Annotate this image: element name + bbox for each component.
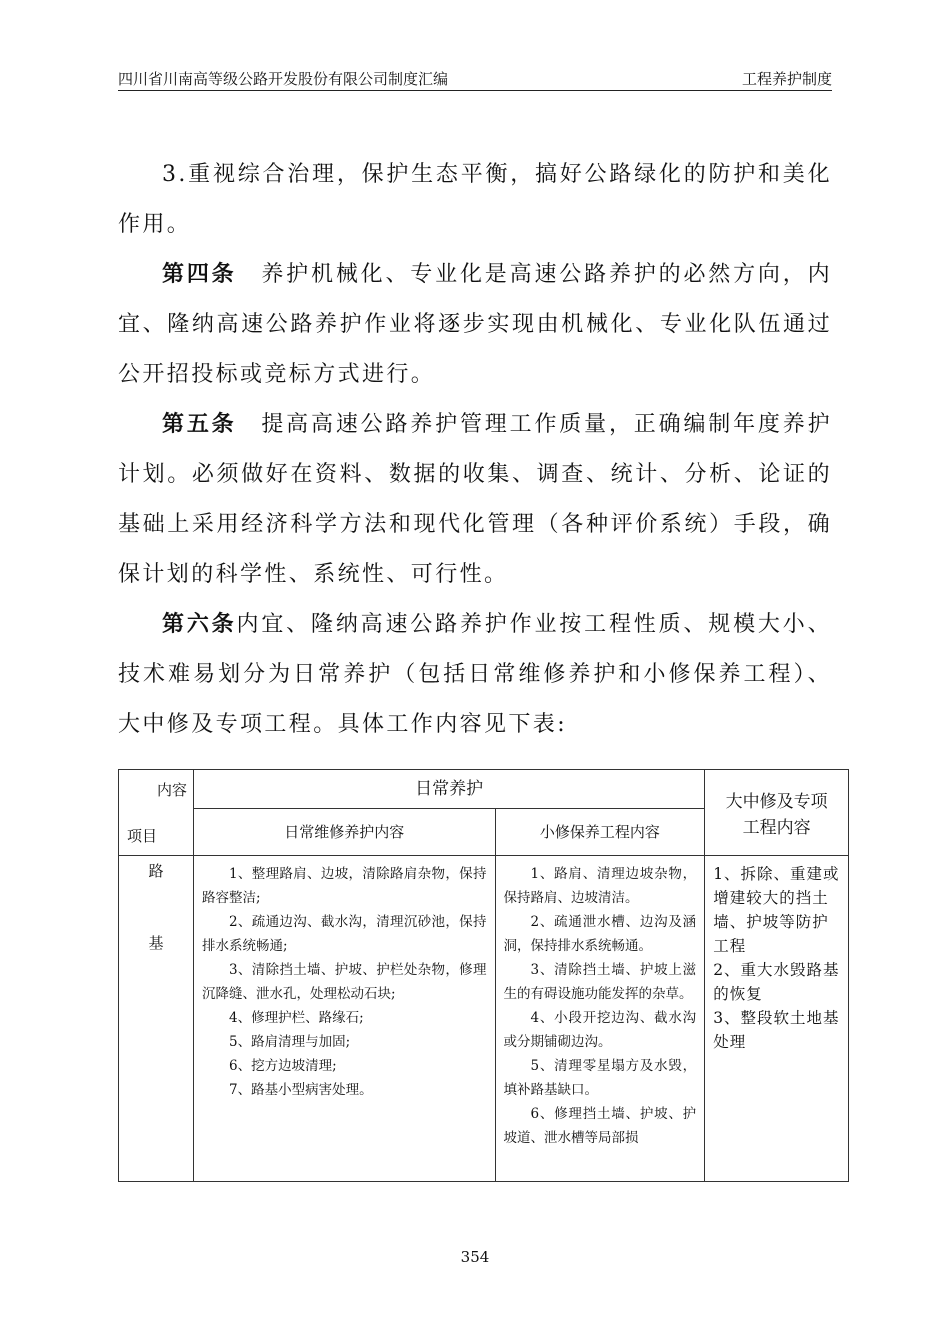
maintenance-work-table xyxy=(118,769,849,1182)
col1-header: 日常维修养护内容 xyxy=(194,809,496,856)
col3-item: 2、重大水毁路基的恢复 xyxy=(713,961,840,1003)
article-6-label: 第六条 xyxy=(162,612,237,637)
col2-item: 6、修理挡土墙、护坡、护坡道、泄水槽等局部损 xyxy=(503,1106,697,1146)
page-header xyxy=(118,68,832,91)
row-label-char-1: 路 xyxy=(148,862,164,880)
col2-item: 1、路肩、清理边坡杂物，保持路肩、边坡清洁。 xyxy=(503,866,697,906)
col2-item: 4、小段开挖边沟、截水沟或分期铺砌边沟。 xyxy=(503,1010,697,1050)
col1-content xyxy=(194,856,496,1182)
col1-item: 1、整理路肩、边坡，清除路肩杂物，保持路容整洁; xyxy=(202,866,487,906)
col3-header-line2: 工程内容 xyxy=(742,817,811,838)
col1-item: 2、疏通边沟、截水沟，清理沉砂池，保持排水系统畅通; xyxy=(202,914,487,954)
header-company-title: 四川省川南高等级公路开发股份有限公司制度汇编 xyxy=(118,70,449,88)
col1-item: 7、路基小型病害处理。 xyxy=(229,1082,373,1098)
col3-header-line1: 大中修及专项 xyxy=(725,791,828,812)
col1-item: 3、清除挡土墙、护坡、护栏处杂物，修理沉降缝、泄水孔，处理松动石块; xyxy=(202,962,487,1002)
paragraph-article-4 xyxy=(118,250,832,400)
row-label-char-2: 基 xyxy=(148,934,164,952)
paragraph-1 xyxy=(118,150,832,250)
table-corner-cell xyxy=(119,770,194,856)
corner-content-label: 内容 xyxy=(156,781,187,799)
col3-content xyxy=(705,856,849,1182)
group-header-routine: 日常养护 xyxy=(194,770,705,809)
page-number: 354 xyxy=(460,1248,490,1266)
col2-item: 2、疏通泄水槽、边沟及涵洞，保持排水系统畅通。 xyxy=(503,914,697,954)
article-5-label: 第五条 xyxy=(162,412,237,437)
body-text xyxy=(118,150,832,750)
col2-item: 5、清理零星塌方及水毁，填补路基缺口。 xyxy=(503,1058,697,1098)
paragraph-article-6 xyxy=(118,600,832,750)
paragraph-article-5 xyxy=(118,400,832,600)
header-section-title: 工程养护制度 xyxy=(741,70,832,88)
col3-item: 3、整段软土地基处理 xyxy=(713,1009,840,1051)
col2-item: 3、清除挡土墙、护坡上滋生的有碍设施功能发挥的杂草。 xyxy=(503,962,697,1002)
article-5-text: 提高高速公路养护管理工作质量，正确编制年度养护计划。必须做好在资料、数据的收集、调查、统计、分析、论证的基础上采用经济科学方法和现代化管理（各种评价系统）手段，确保计划的科学性、系统性、可行性。 xyxy=(118,412,832,587)
article-4-label: 第四条 xyxy=(162,262,237,287)
article-6-text: 内宜、隆纳高速公路养护作业按工程性质、规模大小、技术难易划分为日常养护（包括日常维修养护和小修保养工程）、大中修及专项工程。具体工作内容见下表: xyxy=(118,612,832,737)
row-label-roadbed xyxy=(119,856,194,1182)
col2-header: 小修保养工程内容 xyxy=(495,809,705,856)
article-4-text: 养护机械化、专业化是高速公路养护的必然方向，内宜、隆纳高速公路养护作业将逐步实现由机械化、专业化队伍通过公开招投标或竞标方式进行。 xyxy=(118,262,832,387)
col1-item: 6、挖方边坡清理; xyxy=(229,1058,337,1074)
col3-item: 1、拆除、重建或增建较大的挡土墙、护坡等防护工程 xyxy=(713,865,840,955)
col2-content xyxy=(495,856,705,1182)
col1-item: 4、修理护栏、路缘石; xyxy=(229,1010,364,1026)
corner-item-label: 项目 xyxy=(127,827,158,845)
paragraph-1-text: 3.重视综合治理，保护生态平衡，搞好公路绿化的防护和美化作用。 xyxy=(118,162,832,237)
col1-item: 5、路肩清理与加固; xyxy=(229,1034,351,1050)
col3-header xyxy=(705,770,849,856)
